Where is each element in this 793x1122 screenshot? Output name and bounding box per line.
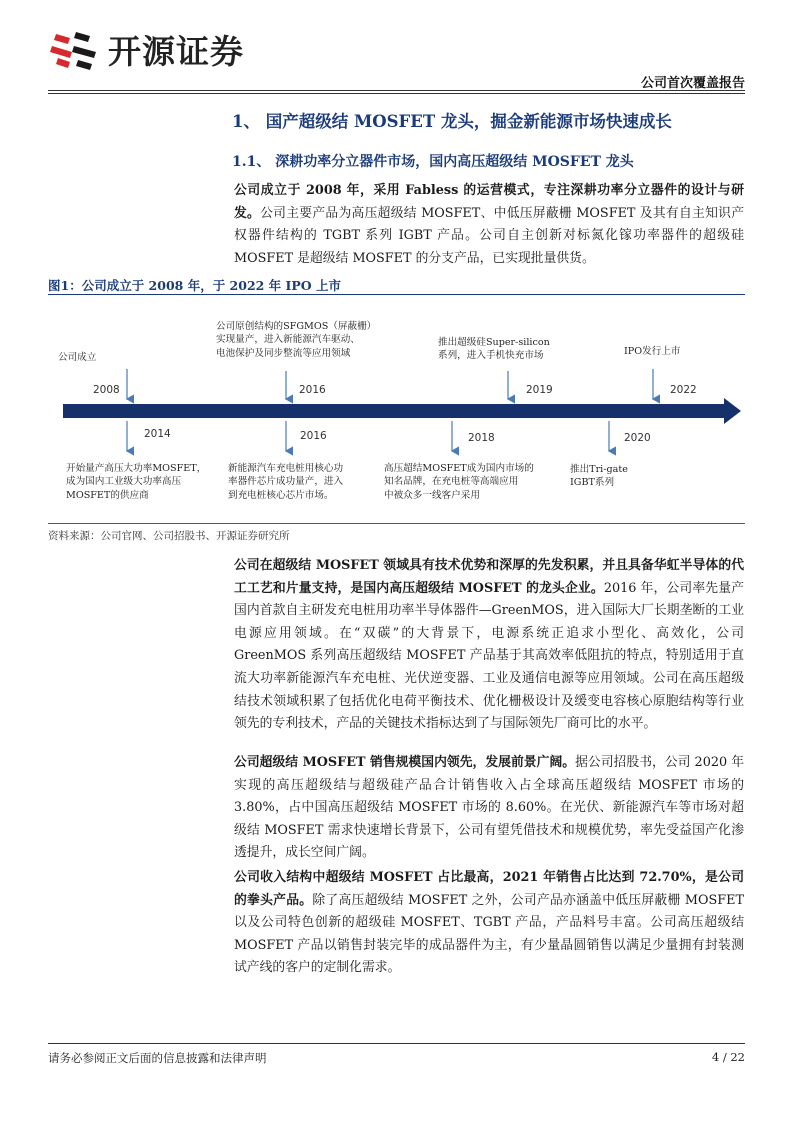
subsection-heading: 1.1、 深耕功率分立器件市场，国内高压超级结 MOSFET 龙头 [232,154,634,170]
section-heading: 1、 国产超级结 MOSFET 龙头，掘金新能源市场快速成长 [232,112,672,131]
event-year-2022: 2022 [670,384,697,396]
paragraph-sales-scale [234,752,744,865]
report-type: 公司首次覆盖报告 [640,76,745,91]
header-divider [48,90,745,91]
paragraph-tech-advantage-lead: 公司在超级结 MOSFET 领域具有技术优势和深厚的先发积累，并且具备华虹半导体的代工工艺和片量支持，是国内高压超级结 MOSFET 的龙头企业。 [234,558,744,596]
footer-divider [48,1043,745,1044]
timeline-bar [63,404,725,418]
event-text-2008: 公司成立 [58,352,97,363]
event-text-2022: IPO发行上市 [624,346,681,357]
event-year-2008: 2008 [93,384,120,396]
intro-lead: 公司成立于 2008 年，采用 Fabless 的运营模式，专注深耕功率分立器件的设计与研发。 [234,183,744,221]
paragraph-revenue-structure [234,867,744,980]
event-text-2018: 高压超结MOSFET成为国内市场的 知名品牌，在充电桩等高端应用 中被众多一线客户采用 [384,463,534,501]
timeline-arrowhead [724,398,741,424]
header-divider-thin [48,93,745,94]
intro-paragraph [234,180,744,270]
paragraph-sales-scale-lead: 公司超级结 MOSFET 销售规模国内领先，发展前景广阔。 [234,755,576,770]
event-text-2014: 开始量产高压大功率MOSFET， 成为国内工业级大功率高压 MOSFET的供应商 [66,463,207,501]
event-text-2016-bottom: 新能源汽车充电桩用核心功 率器件芯片成功量产，进入 到充电桩核心芯片市场。 [228,463,344,501]
figure-title: 图1：公司成立于 2008 年，于 2022 年 IPO 上市 [48,278,342,293]
brand-name: 开源证券 [108,32,244,71]
paragraph-revenue-structure-lead: 公司收入结构中超级结 MOSFET 占比最高，2021 年销售占比达到 72.70%，是公司的拳头产品。 [234,870,744,908]
figure-bottom-rule [48,523,745,524]
paragraph-sales-scale-body: 据公司招股书，公司 2020 年实现的高压超级结与超级硅产品合计销售收入占全球高压超级结 MOSFET 市场的 3.80%，占中国高压超级结 MOSFET 市场的 8.60%。在光伏、新能源汽车等市场对超级结 MOSFET 需求快速增长背景下，公司有望凭借技术和规模优势，率先受益国产化渗透提升，成长空间广阔。 [234,755,745,861]
event-text-2020: 推出Tri-gate IGBT系列 [570,464,628,489]
event-year-2016-top: 2016 [299,384,326,396]
paragraph-revenue-structure-body: 除了高压超级结 MOSFET 之外，公司产品亦涵盖中低压屏蔽栅 MOSFET 以及公司特色创新的超级硅 MOSFET、TGBT 产品，产品料号丰富。公司高压超级结 MOSFET 产品以销售封装完毕的成品器件为主，有少量晶圆销售以满足少量拥有封装测试产线的客户的定制化需求。 [234,892,745,976]
event-text-2019: 推出超级硅Super-silicon 系列，进入手机快充市场 [438,337,550,362]
event-year-2016-bottom: 2016 [300,430,327,442]
event-text-2016-top: 公司原创结构的SFGMOS（屏蔽栅） 实现量产，进入新能源汽车驱动、 电池保护及同步整流等应用领域 [216,321,377,359]
paragraph-tech-advantage-body: 2016 年，公司率先量产国内首款自主研发充电桩用功率半导体器件—GreenMOS，进入国际大厂长期垄断的工业电源应用领域。在“双碳”的大背景下，电源系统正追求小型化、高效化，公司 GreenMOS 系列高压超级结 MOSFET 产品基于其高效率低阻抗的特点，特别适用于直流大功率新能源汽车充电桩、光伏逆变器、工业及通信电源等应用领域。公司在高压超级结技术领域积累了包括优化电荷平衡技术、优化栅极设计及缓变电容核心原胞结构等行业领先的专利技术，产品的关键技术指标达到了与国际领先厂商可比的水平。 [234,580,744,732]
intro-body: 公司主要产品为高压超级结 MOSFET、中低压屏蔽栅 MOSFET 及其有自主知识产权器件结构的 TGBT 系列 IGBT 产品。公司自主创新对标氮化镓功率器件的超级硅 MOSFET 是超级结 MOSFET 的分支产品，已实现批量供货。 [234,205,745,266]
event-year-2020: 2020 [624,432,651,444]
event-year-2014: 2014 [144,428,171,440]
paragraph-tech-advantage [234,555,744,736]
event-year-2019: 2019 [526,384,553,396]
event-year-2018: 2018 [468,432,495,444]
figure-source: 资料来源：公司官网、公司招股书、开源证券研究所 [48,530,290,542]
page-number: 4 / 22 [711,1050,745,1064]
footer-disclaimer: 请务必参阅正文后面的信息披露和法律声明 [48,1051,267,1065]
brand-logo-icon [50,28,102,72]
